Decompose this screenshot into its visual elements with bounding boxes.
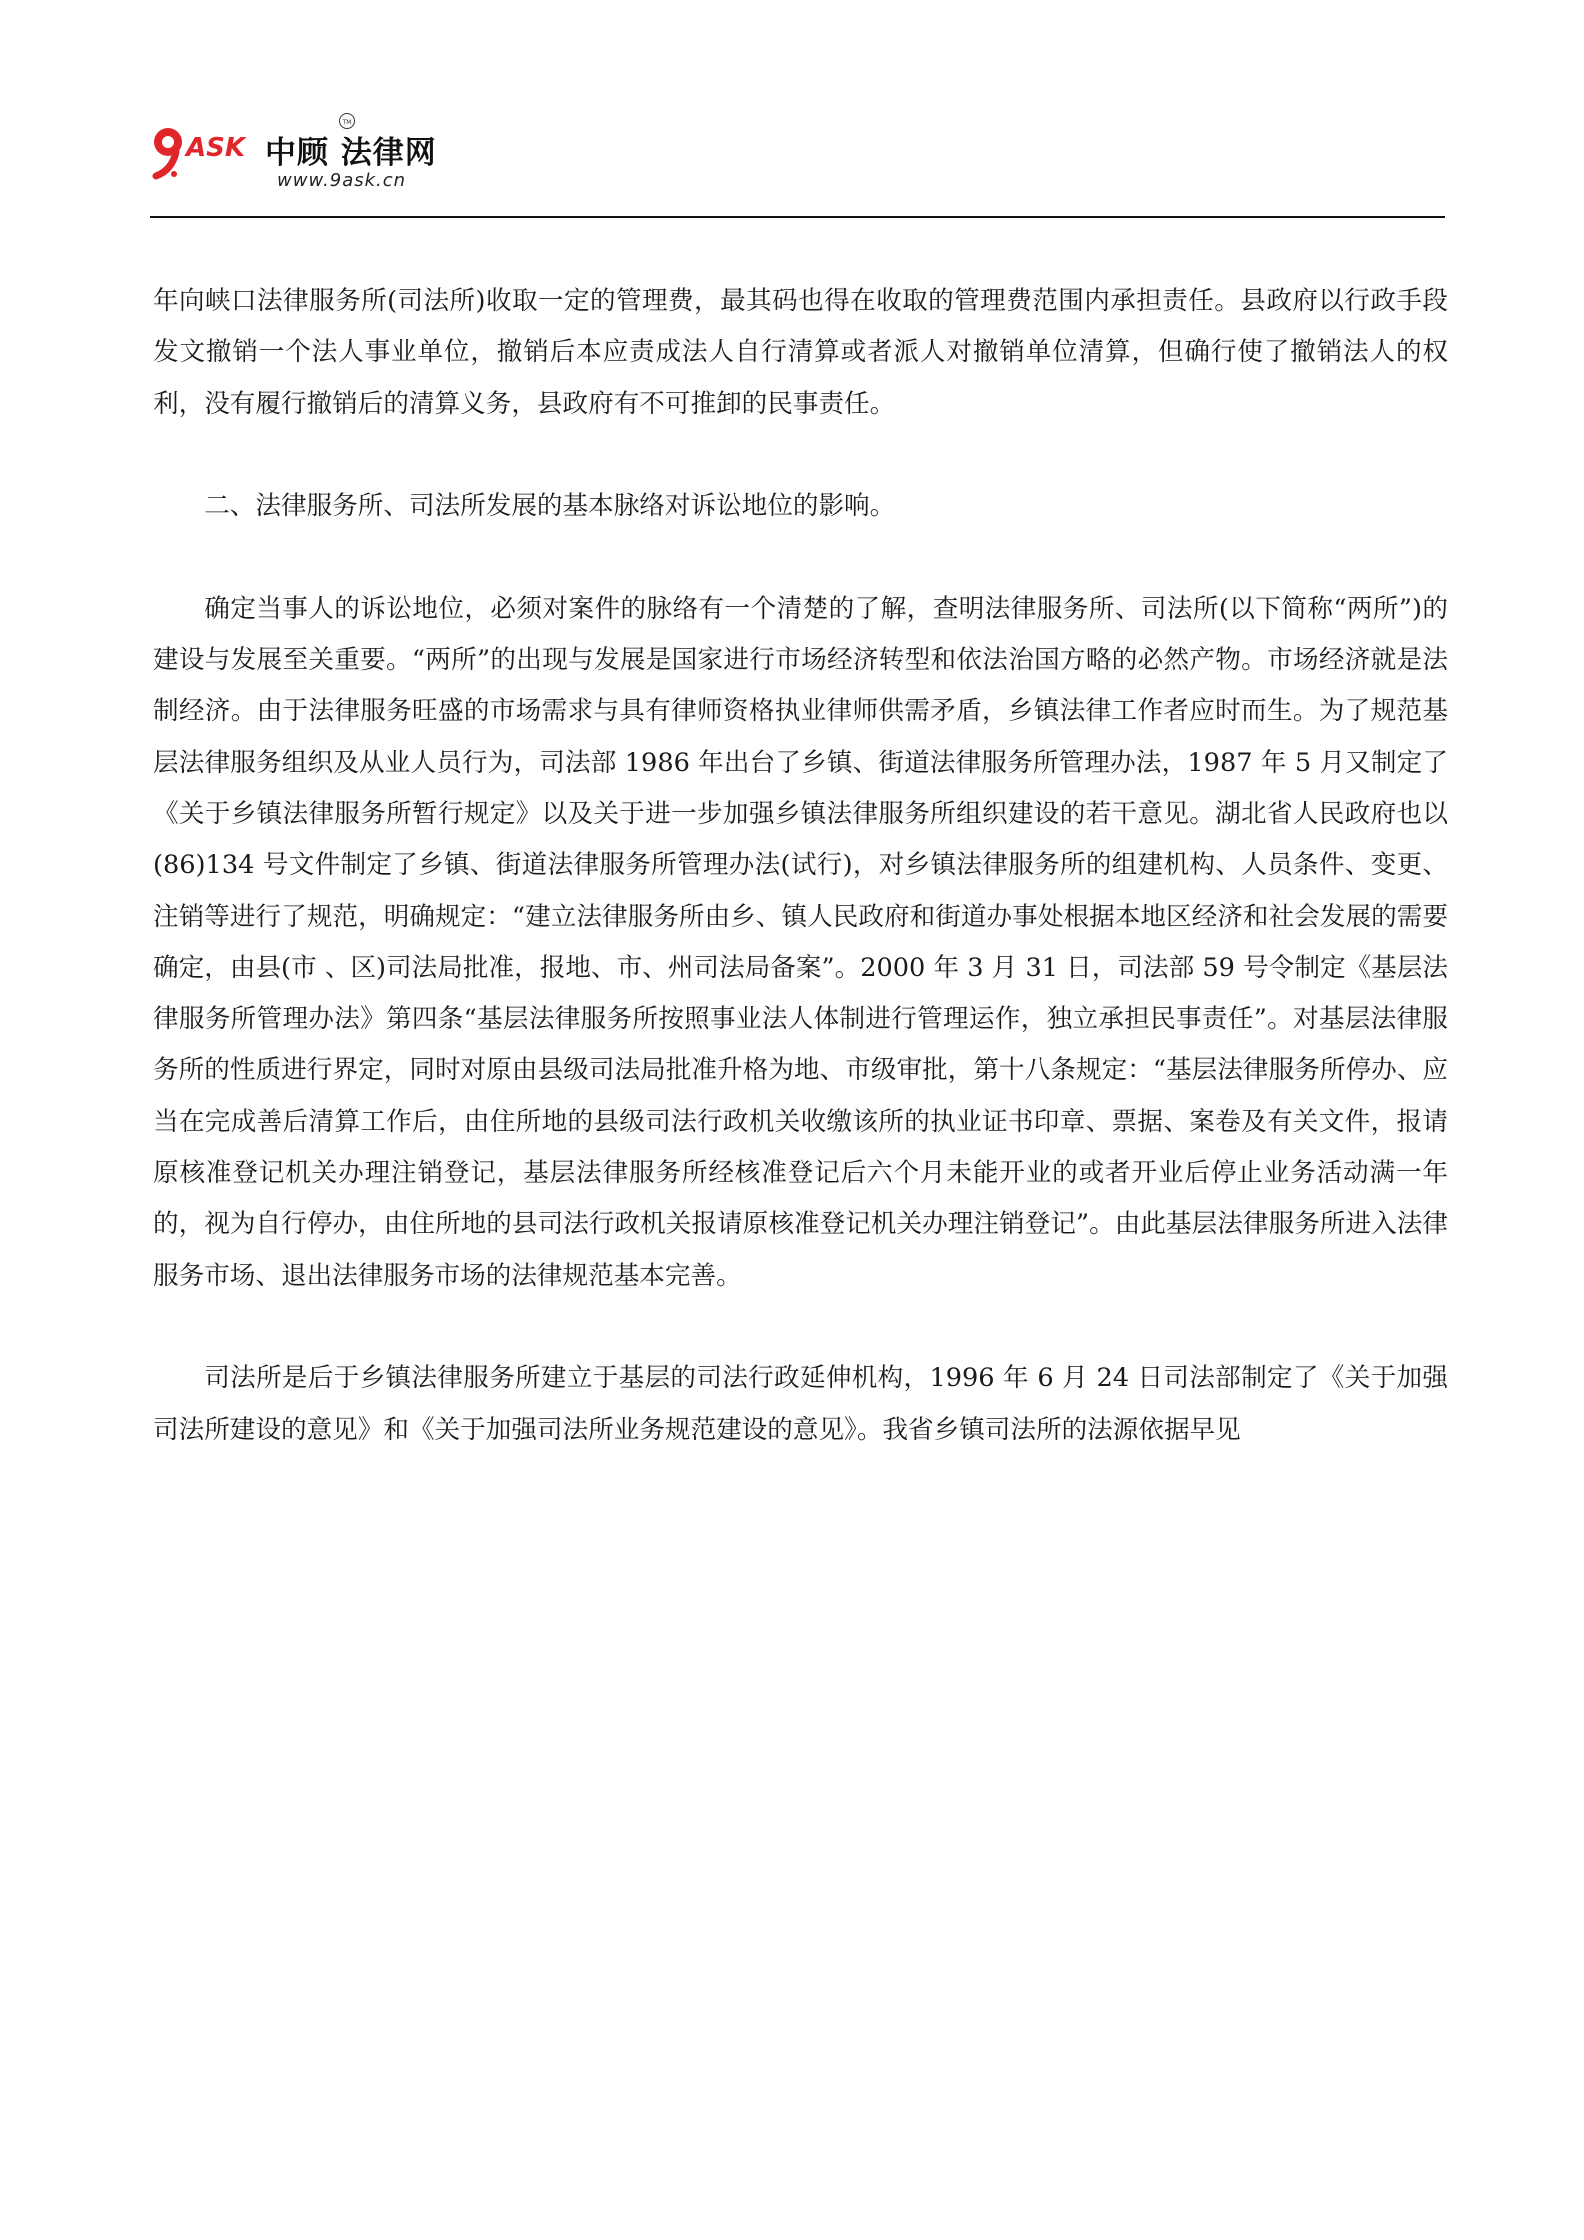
page-header [150, 112, 1450, 216]
logo-brand-text: 中顾 法律网 [265, 135, 437, 171]
paragraph-gap [153, 430, 1448, 481]
site-logo[interactable] [150, 112, 470, 202]
logo-url-text[interactable]: www.9ask.cn [277, 170, 407, 191]
paragraph-1: 年向峡口法律服务所(司法所)收取一定的管理费，最其码也得在收取的管理费范围内承担责任。县政府以行政手段发文撤销一个法人事业单位，撤销后本应责成法人自行清算或者派人对撤销单位清算，但确行使了撤销法人的权利，没有履行撤销后的清算义务，县政府有不可推卸的民事责任。 [153, 286, 1448, 419]
paragraph-gap [153, 1302, 1448, 1353]
document-body [153, 276, 1448, 1456]
svg-text:ASK: ASK [186, 133, 245, 163]
paragraph-3: 确定当事人的诉讼地位，必须对案件的脉络有一个清楚的了解，查明法律服务所、司法所(以下简称“两所”)的建设与发展至关重要。“两所”的出现与发展是国家进行市场经济转型和依法治国方略的必然产物。市场经济就是法制经济。由于法律服务旺盛的市场需求与具有律师资格执业律师供需矛盾，乡镇法律工作者应时而生。为了规范基层法律服务组织及从业人员行为，司法部 1986 年出台了乡镇、街道法律服务所管理办法，1987 年 5 月又制定了《关于乡镇法律服务所暂行规定》以及关于进一步加强乡镇法律服务所组织建设的若干意见。湖北省人民政府也以(86)134 号文件制定了乡镇、街道法律服务所管理办法(试行)，对乡镇法律服务所的组建机构、人员条件、变更、注销等进行了规范，明确规定：“建立法律服务所由乡、镇人民政府和街道办事处根据本地区经济和社会发展的需要确定，由县(市 、区)司法局批准，报地、市、州司法局备案”。2000 年 3 月 31 日，司法部 59 号令制定《基层法律服务所管理办法》第四条“基层法律服务所按照事业法人体制进行管理运作，独立承担民事责任”。对基层法律服务所的性质进行界定，同时对原由县级司法局批准升格为地、市级审批，第十八条规定：“基层法律服务所停办、应当在完成善后清算工作后，由住所地的县级司法行政机关收缴该所的执业证书印章、票据、案卷及有关文件，报请原核准登记机关办理注销登记，基层法律服务所经核准登记后六个月未能开业的或者开业后停止业务活动满一年的，视为自行停办，由住所地的县司法行政机关报请原核准登记机关办理注销登记”。由此基层法律服务所进入法律服务市场、退出法律服务市场的法律规范基本完善。 [153, 593, 1448, 1291]
paragraph-4: 司法所是后于乡镇法律服务所建立于基层的司法行政延伸机构，1996 年 6 月 24 日司法部制定了《关于加强司法所建设的意见》和《关于加强司法所业务规范建设的意见》。我省乡镇司法所的法源依据早见 [153, 1363, 1448, 1445]
header-divider [150, 216, 1445, 218]
svg-text:TM: TM [342, 119, 352, 126]
logo-mark-icon [150, 112, 270, 202]
paragraph-gap [153, 532, 1448, 583]
section-heading-2: 二、法律服务所、司法所发展的基本脉络对诉讼地位的影响。 [204, 491, 896, 522]
